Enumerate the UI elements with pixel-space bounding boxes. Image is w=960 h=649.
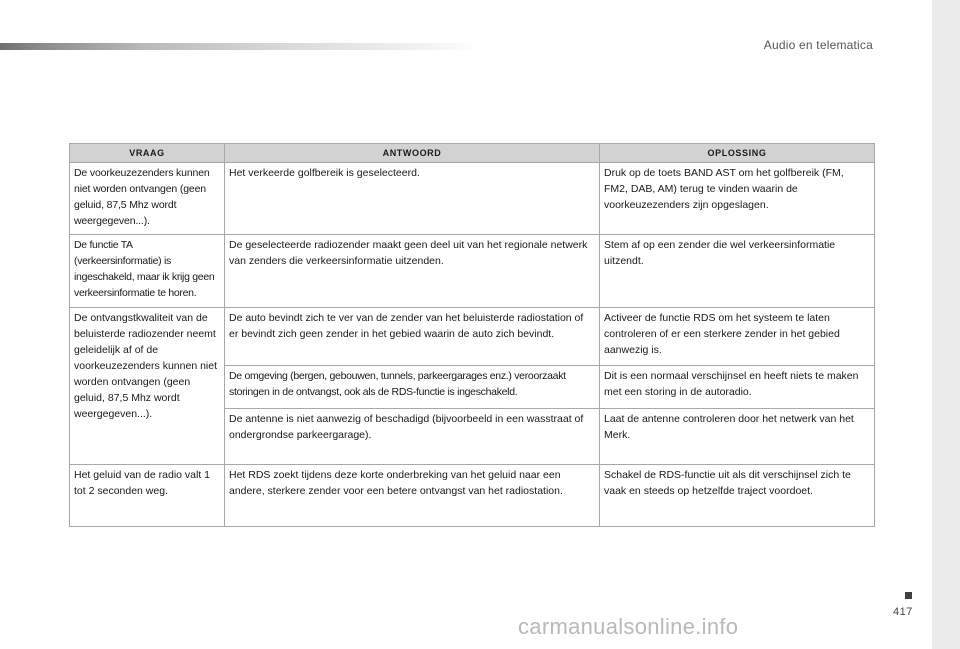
column-header-question: VRAAG: [70, 144, 225, 163]
answer-cell: Het RDS zoekt tijdens deze korte onderbreking van het geluid naar een andere, sterkere zender voor een betere ontvangst van het radiostation.: [225, 465, 600, 527]
page-header-title: Audio en telematica: [763, 38, 873, 52]
header-gradient-bar: [0, 43, 480, 50]
answer-cell: Het verkeerde golfbereik is geselecteerd.: [225, 163, 600, 235]
table-header-row: [70, 144, 875, 163]
side-margin-strip: [932, 0, 960, 649]
solution-cell: Dit is een normaal verschijnsel en heeft niets te maken met een storing in de autoradio.: [600, 366, 875, 409]
solution-cell: Laat de antenne controleren door het netwerk van het Merk.: [600, 409, 875, 465]
question-cell: De ontvangstkwaliteit van de beluisterde radiozender neemt geleidelijk af of de voorkeuzezenders kunnen niet worden ontvangen (geen geluid, 87,5 Mhz wordt weergegeven...).: [70, 308, 225, 465]
question-cell: Het geluid van de radio valt 1 tot 2 seconden weg.: [70, 465, 225, 527]
watermark-text: carmanualsonline.info: [518, 614, 739, 639]
solution-cell: Stem af op een zender die wel verkeersinformatie uitzendt.: [600, 235, 875, 308]
answer-cell: De omgeving (bergen, gebouwen, tunnels, parkeergarages enz.) veroorzaakt storingen in de ontvangst, ook als de RDS-functie is ingeschakeld.: [225, 366, 600, 409]
answer-cell: De geselecteerde radiozender maakt geen deel uit van het regionale netwerk van zenders die verkeersinformatie uitzenden.: [225, 235, 600, 308]
table-row: [70, 465, 875, 527]
page-number: 417: [893, 606, 913, 618]
answer-cell: De auto bevindt zich te ver van de zender van het beluisterde radiostation of er bevindt zich geen zender in het gebied waarin de auto zich bevindt.: [225, 308, 600, 366]
troubleshooting-table: [69, 143, 875, 527]
column-header-answer: ANTWOORD: [225, 144, 600, 163]
column-header-solution: OPLOSSING: [600, 144, 875, 163]
question-cell: De functie TA (verkeersinformatie) is ingeschakeld, maar ik krijg geen verkeersinformatie te horen.: [70, 235, 225, 308]
table-row: [70, 308, 875, 366]
question-cell: De voorkeuzezenders kunnen niet worden ontvangen (geen geluid, 87,5 Mhz wordt weergegeven...).: [70, 163, 225, 235]
solution-cell: Activeer de functie RDS om het systeem te laten controleren of er een sterkere zender in het gebied aanwezig is.: [600, 308, 875, 366]
table-row: [70, 163, 875, 235]
table-row: [70, 235, 875, 308]
page-marker-square: [905, 592, 912, 599]
solution-cell: Druk op de toets BAND AST om het golfbereik (FM, FM2, DAB, AM) terug te vinden waarin de voorkeuzezenders zijn opgeslagen.: [600, 163, 875, 235]
solution-cell: Schakel de RDS-functie uit als dit verschijnsel zich te vaak en steeds op hetzelfde traject voordoet.: [600, 465, 875, 527]
answer-cell: De antenne is niet aanwezig of beschadigd (bijvoorbeeld in een wasstraat of ondergrondse parkeergarage).: [225, 409, 600, 465]
